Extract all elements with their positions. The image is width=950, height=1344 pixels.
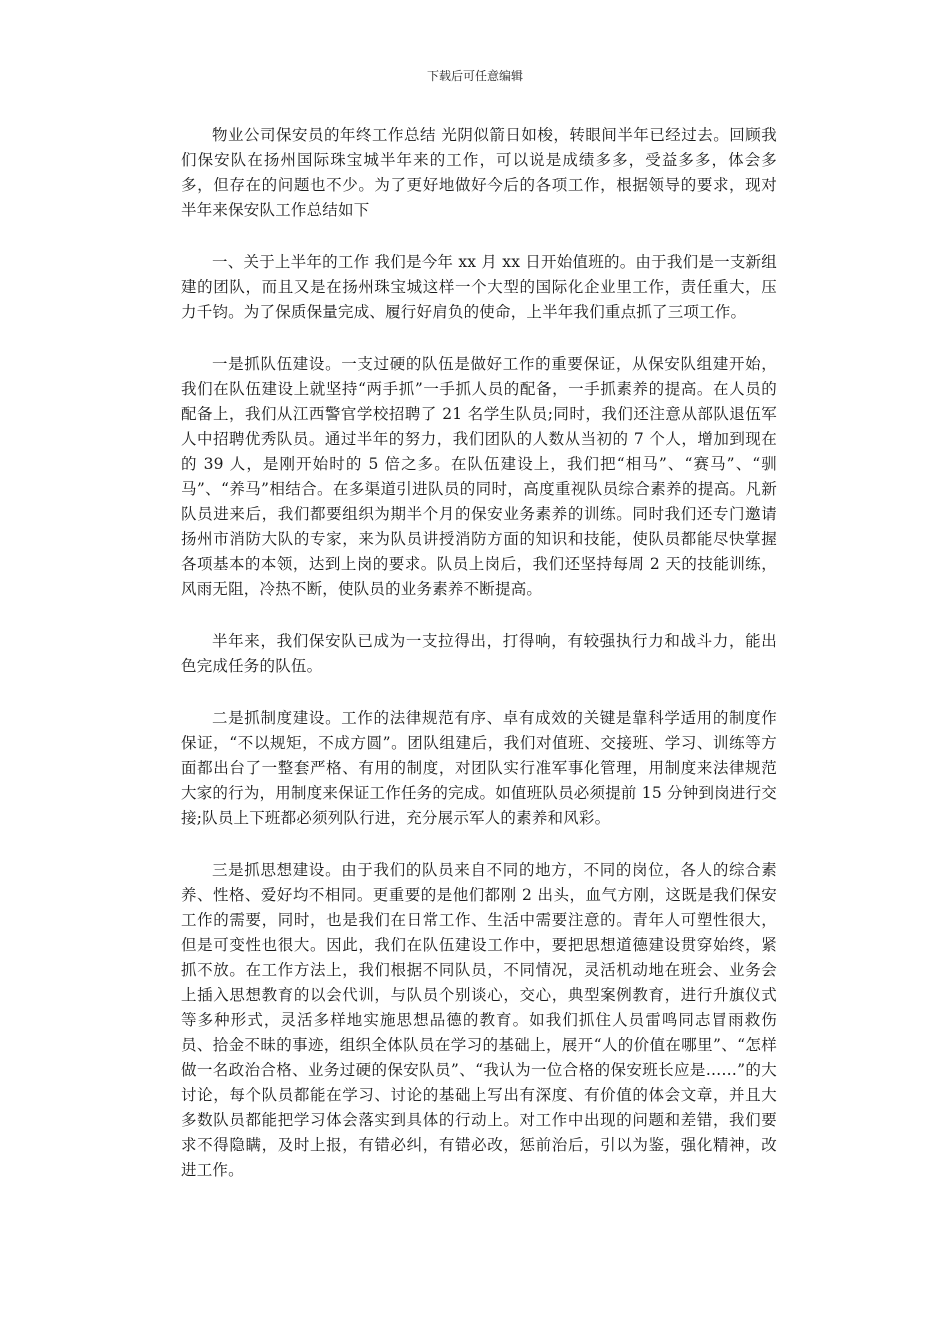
document-body [181,123,777,1210]
paragraph-section-one: 一、关于上半年的工作 我们是今年 xx 月 xx 日开始值班的。由于我们是一支新组建的团队，而且又是在扬州珠宝城这样一个大型的国际化企业里工作，责任重大，压力千钧。为了保质保量完成、履行好肩负的使命，上半年我们重点抓了三项工作。 [181,253,777,321]
paragraph-system-building: 二是抓制度建设。工作的法律规范有序、卓有成效的关键是靠科学适用的制度作保证，“不以规矩，不成方圆”。团队组建后，我们对值班、交接班、学习、训练等方面都出台了一整套严格、有用的制度，对团队实行准军事化管理，用制度来法律规范大家的行为，用制度来保证工作任务的完成。如值班队员必须提前 15 分钟到岗进行交接;队员上下班都必须列队行进，充分展示军人的素养和风彩。 [181,709,777,827]
paragraph-team-building: 一是抓队伍建设。一支过硬的队伍是做好工作的重要保证，从保安队组建开始，我们在队伍建设上就坚持“两手抓”一手抓人员的配备，一手抓素养的提高。在人员的配备上，我们从江西警官学校招聘了 21 名学生队员;同时，我们还注意从部队退伍军人中招聘优秀队员。通过半年的努力，我们团队的人数从当初的 7 个人，增加到现在的 39 人，是刚开始时的 5 倍之多。在队伍建设上，我们把“相马”、“赛马”、“驯马”、“养马”相结合。在多渠道引进队员的同时，高度重视队员综合素养的提高。凡新队员进来后，我们都要组织为期半个月的保安业务素养的训练。同时我们还专门邀请扬州市消防大队的专家，来为队员讲授消防方面的知识和技能，使队员都能尽快掌握各项基本的本领，达到上岗的要求。队员上岗后，我们还坚持每周 2 天的技能训练，风雨无阻，冷热不断，使队员的业务素养不断提高。 [181,355,777,598]
page-header-note: 下载后可任意编辑 [426,69,523,83]
paragraph-half-year-result: 半年来，我们保安队已成为一支拉得出，打得响，有较强执行力和战斗力，能出色完成任务的队伍。 [181,632,777,675]
paragraph-intro: 物业公司保安员的年终工作总结 光阴似箭日如梭，转眼间半年已经过去。回顾我们保安队在扬州国际珠宝城半年来的工作，可以说是成绩多多，受益多多，体会多多，但存在的问题也不少。为了更好地做好今后的各项工作，根据领导的要求，现对半年来保安队工作总结如下 [181,126,777,219]
paragraph-ideology-building: 三是抓思想建设。由于我们的队员来自不同的地方，不同的岗位，各人的综合素养、性格、爱好均不相同。更重要的是他们都刚 2 出头，血气方刚，这既是我们保安工作的需要，同时，也是我们在日常工作、生活中需要注意的。青年人可塑性很大，但是可变性也很大。因此，我们在队伍建设工作中，要把思想道德建设贯穿始终，紧抓不放。在工作方法上，我们根据不同队员，不同情况，灵活机动地在班会、业务会上插入思想教育的以会代训，与队员个别谈心，交心，典型案例教育，进行升旗仪式等多种形式，灵活多样地实施思想品德的教育。如我们抓住人员雷鸣同志冒雨救伤员、拾金不昧的事迹，组织全体队员在学习的基础上，展开“人的价值在哪里”、“怎样做一名政治合格、业务过硬的保安队员”、“我认为一位合格的保安班长应是……”的大讨论，每个队员都能在学习、讨论的基础上写出有深度、有价值的体会文章，并且大多数队员都能把学习体会落实到具体的行动上。对工作中出现的问题和差错，我们要求不得隐瞒，及时上报，有错必纠，有错必改，惩前治后，引以为鉴，强化精神，改进工作。 [181,861,777,1179]
